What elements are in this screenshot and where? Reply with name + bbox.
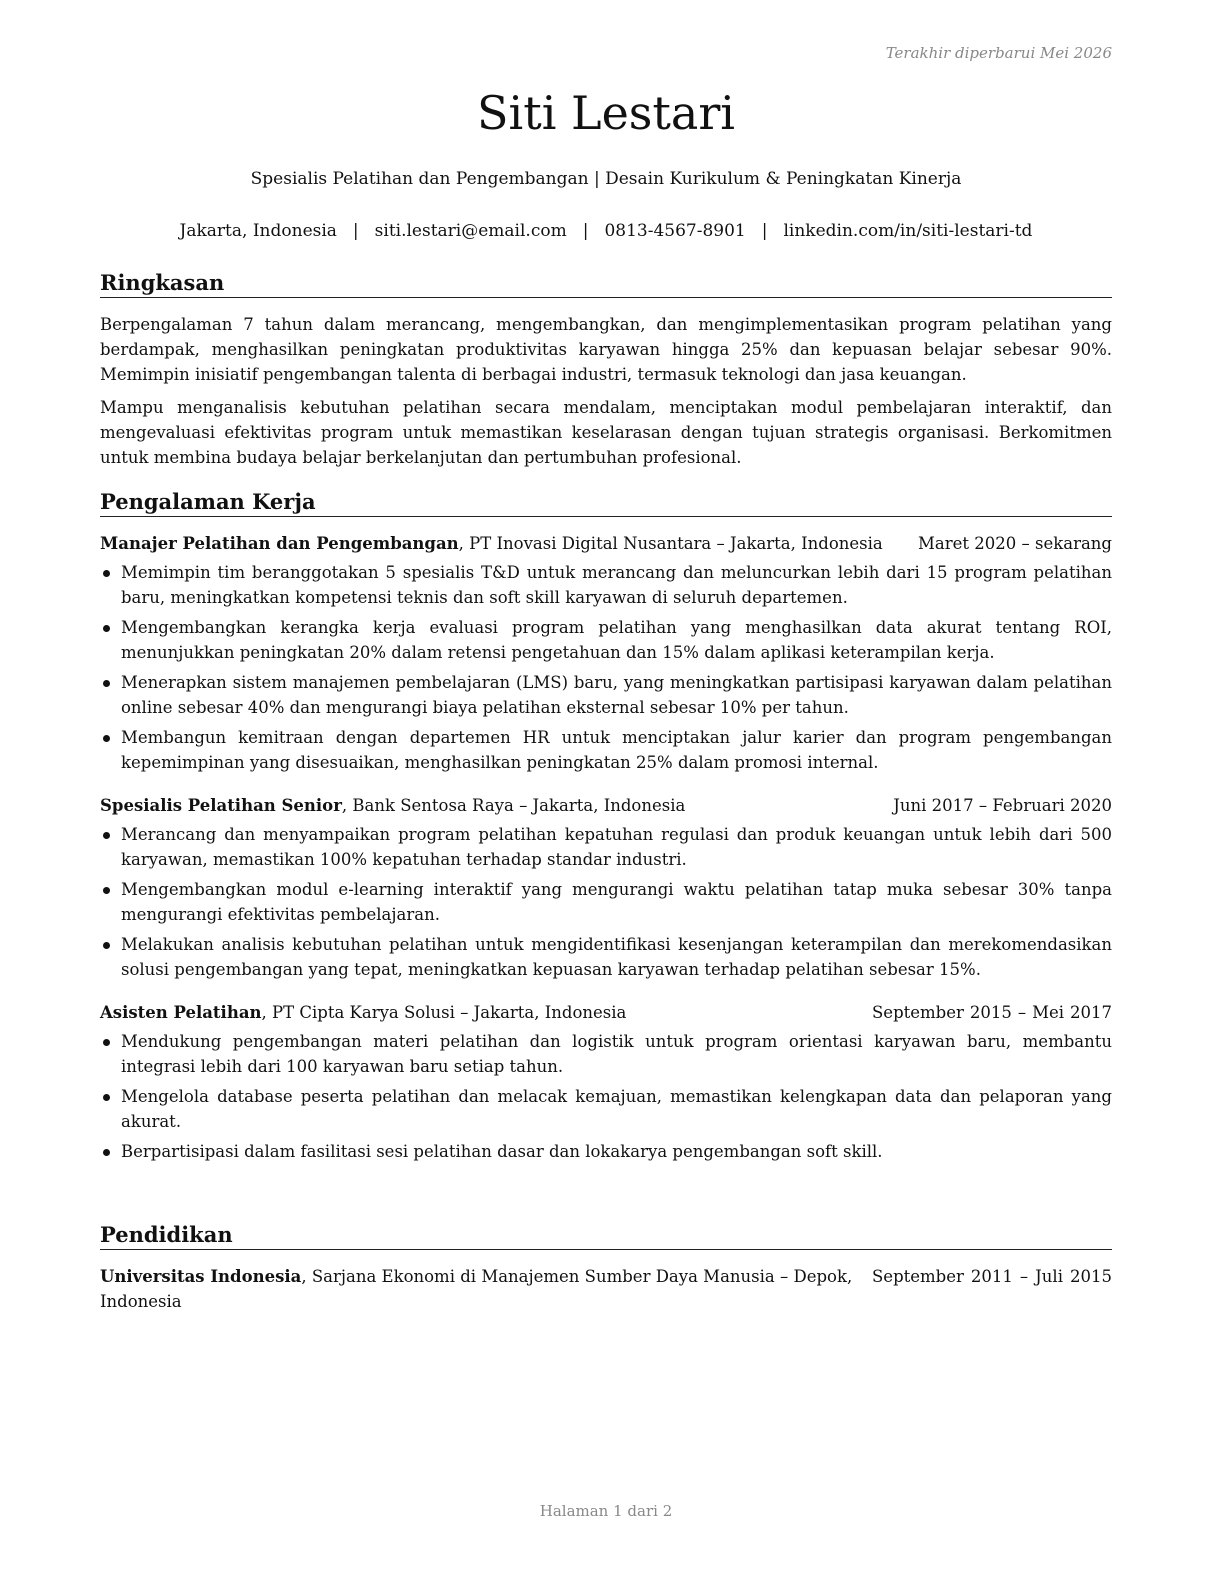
section-title-experience: Pengalaman Kerja	[100, 489, 1112, 517]
summary-section	[100, 270, 1112, 470]
contact-email[interactable]: siti.lestari@email.com	[374, 221, 567, 241]
list-item	[100, 670, 1112, 720]
bullet-text: Mengembangkan modul e-learning interaktif yang mengurangi waktu pelatihan tatap muka sebesar 30% tanpa mengurangi efektivitas pembelajaran.	[121, 880, 1112, 924]
contact-separator: |	[582, 221, 589, 241]
education-detail: , Sarjana Ekonomi di Manajemen Sumber Daya Manusia – Depok, Indonesia	[100, 1267, 853, 1311]
list-item	[100, 1029, 1112, 1079]
candidate-tagline: Spesialis Pelatihan dan Pengembangan | Desain Kurikulum & Peningkatan Kinerja	[250, 169, 962, 189]
list-item	[100, 1084, 1112, 1134]
education-section	[100, 1222, 1112, 1314]
section-title-education: Pendidikan	[100, 1222, 1112, 1250]
job-header	[100, 793, 1112, 818]
contact-linkedin[interactable]: linkedin.com/in/siti-lestari-td	[783, 221, 1033, 241]
bullet-icon	[103, 570, 110, 577]
list-item	[100, 877, 1112, 927]
bullet-icon	[103, 1094, 110, 1101]
bullet-icon	[103, 680, 110, 687]
bullet-icon	[103, 625, 110, 632]
bullet-icon	[103, 735, 110, 742]
resume-page	[100, 0, 1112, 1584]
bullet-icon	[103, 832, 110, 839]
job-dates: Juni 2017 – Februari 2020	[893, 796, 1112, 815]
bullet-text: Menerapkan sistem manajemen pembelajaran (LMS) baru, yang meningkatkan partisipasi karyawan dalam pelatihan online sebesar 40% dan mengurangi biaya pelatihan eksternal sebesar 10% per tahun.	[121, 673, 1112, 717]
education-entry	[100, 1264, 1112, 1314]
contact-phone: 0813-4567-8901	[604, 221, 746, 241]
job-header	[100, 531, 1112, 556]
job-role: Spesialis Pelatihan Senior	[100, 796, 342, 815]
list-item	[100, 615, 1112, 665]
job-organization: , Bank Sentosa Raya – Jakarta, Indonesia	[341, 796, 686, 815]
bullet-text: Merancang dan menyampaikan program pelatihan kepatuhan regulasi dan produk keuangan untuk lebih dari 500 karyawan, memastikan 100% kepatuhan terhadap standar industri.	[121, 825, 1112, 869]
education-dates: September 2011 – Juli 2015	[872, 1267, 1112, 1286]
job-header	[100, 1000, 1112, 1025]
contact-separator: |	[761, 221, 768, 241]
contact-location: Jakarta, Indonesia	[179, 221, 337, 241]
section-title-summary: Ringkasan	[100, 270, 1112, 298]
job-bullets	[100, 560, 1112, 775]
job-dates: Maret 2020 – sekarang	[918, 534, 1112, 553]
job-organization: , PT Cipta Karya Solusi – Jakarta, Indonesia	[261, 1003, 627, 1022]
education-school: Universitas Indonesia	[100, 1267, 302, 1286]
candidate-name: Siti Lestari	[476, 86, 736, 140]
job-bullets	[100, 1029, 1112, 1164]
page-number: Halaman 1 dari 2	[539, 1502, 673, 1520]
list-item	[100, 725, 1112, 775]
bullet-icon	[103, 942, 110, 949]
bullet-text: Membangun kemitraan dengan departemen HR untuk menciptakan jalur karier dan program pengembangan kepemimpinan yang disesuaikan, menghasilkan peningkatan 25% dalam promosi internal.	[121, 728, 1112, 772]
job-entry	[100, 1000, 1112, 1164]
contact-line	[100, 220, 1112, 242]
bullet-icon	[103, 887, 110, 894]
contact-separator: |	[352, 221, 359, 241]
job-role: Manajer Pelatihan dan Pengembangan	[100, 534, 459, 553]
job-entry	[100, 531, 1112, 775]
bullet-text: Mengelola database peserta pelatihan dan melacak kemajuan, memastikan kelengkapan data dan pelaporan yang akurat.	[121, 1087, 1112, 1131]
bullet-icon	[103, 1149, 110, 1156]
summary-paragraph: Berpengalaman 7 tahun dalam merancang, mengembangkan, dan mengimplementasikan program pelatihan yang berdampak, menghasilkan peningkatan produktivitas karyawan hingga 25% dan kepuasan belajar sebesar 90%. Memimpin inisiatif pengembangan talenta di berbagai industri, termasuk teknologi dan jasa keuangan.	[100, 315, 1112, 384]
job-entry	[100, 793, 1112, 982]
bullet-text: Melakukan analisis kebutuhan pelatihan untuk mengidentifikasi kesenjangan keterampilan dan merekomendasikan solusi pengembangan yang tepat, meningkatkan kepuasan karyawan terhadap pelatihan sebesar 15%.	[121, 935, 1112, 979]
bullet-text: Mendukung pengembangan materi pelatihan dan logistik untuk program orientasi karyawan baru, membantu integrasi lebih dari 100 karyawan baru setiap tahun.	[121, 1032, 1112, 1076]
job-organization: , PT Inovasi Digital Nusantara – Jakarta, Indonesia	[458, 534, 883, 553]
list-item	[100, 932, 1112, 982]
job-role: Asisten Pelatihan	[100, 1003, 262, 1022]
last-updated-note: Terakhir diperbarui Mei 2026	[885, 44, 1112, 62]
bullet-icon	[103, 1039, 110, 1046]
bullet-text: Mengembangkan kerangka kerja evaluasi program pelatihan yang menghasilkan data akurat tentang ROI, menunjukkan peningkatan 20% dalam retensi pengetahuan dan 15% dalam aplikasi keterampilan kerja.	[121, 618, 1112, 662]
experience-section	[100, 489, 1112, 1169]
list-item	[100, 560, 1112, 610]
job-dates: September 2015 – Mei 2017	[872, 1003, 1112, 1022]
bullet-text: Berpartisipasi dalam fasilitasi sesi pelatihan dasar dan lokakarya pengembangan soft skill.	[121, 1142, 883, 1161]
job-bullets	[100, 822, 1112, 982]
summary-paragraph: Mampu menganalisis kebutuhan pelatihan secara mendalam, menciptakan modul pembelajaran interaktif, dan mengevaluasi efektivitas program untuk memastikan keselarasan dengan tujuan strategis organisasi. Berkomitmen untuk membina budaya belajar berkelanjutan dan pertumbuhan profesional.	[100, 398, 1112, 467]
list-item	[100, 822, 1112, 872]
list-item	[100, 1139, 1112, 1164]
bullet-text: Memimpin tim beranggotakan 5 spesialis T&D untuk merancang dan meluncurkan lebih dari 15 program pelatihan baru, meningkatkan kompetensi teknis dan soft skill karyawan di seluruh departemen.	[121, 563, 1112, 607]
